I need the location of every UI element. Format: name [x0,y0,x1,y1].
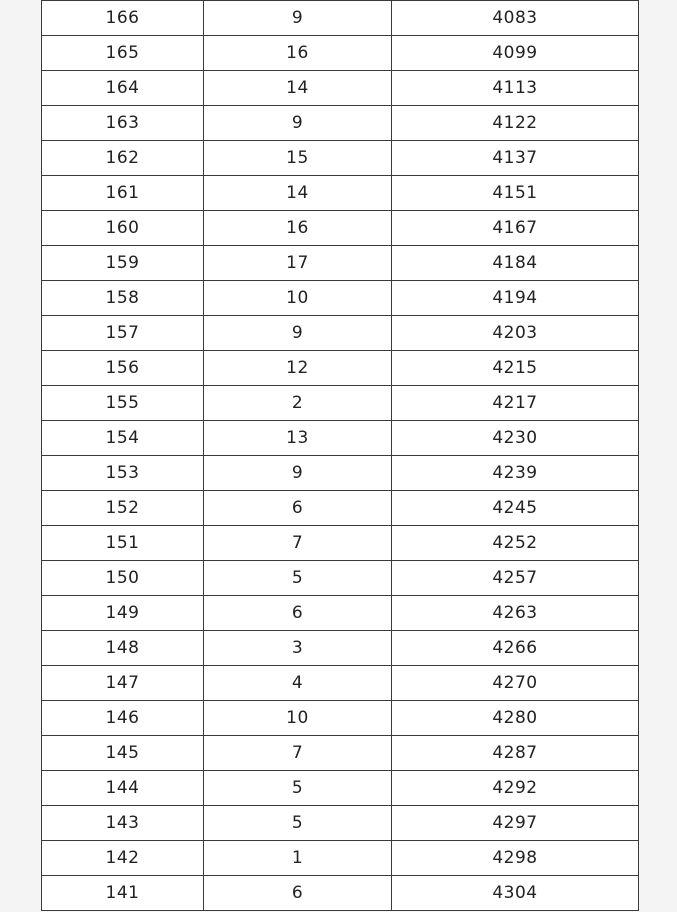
score-cell: 150 [42,561,204,596]
cumulative-cell: 4184 [392,246,639,281]
table-row [42,631,639,666]
table-row [42,806,639,841]
score-cell: 151 [42,526,204,561]
count-cell: 6 [204,491,392,526]
table-row [42,211,639,246]
count-cell: 7 [204,736,392,771]
count-cell: 17 [204,246,392,281]
score-cell: 141 [42,876,204,911]
table-row [42,36,639,71]
table-row [42,316,639,351]
score-cell: 161 [42,176,204,211]
score-cell: 146 [42,701,204,736]
count-cell: 16 [204,211,392,246]
count-cell: 13 [204,421,392,456]
table-row [42,526,639,561]
cumulative-cell: 4215 [392,351,639,386]
cumulative-cell: 4203 [392,316,639,351]
cumulative-cell: 4266 [392,631,639,666]
cumulative-cell: 4083 [392,1,639,36]
count-cell: 12 [204,351,392,386]
count-cell: 9 [204,316,392,351]
score-cell: 153 [42,456,204,491]
table-row [42,176,639,211]
count-cell: 1 [204,841,392,876]
score-cell: 144 [42,771,204,806]
score-cell: 159 [42,246,204,281]
count-cell: 9 [204,456,392,491]
count-cell: 7 [204,526,392,561]
score-cell: 165 [42,36,204,71]
count-cell: 6 [204,596,392,631]
table-row [42,841,639,876]
count-cell: 14 [204,176,392,211]
count-cell: 3 [204,631,392,666]
table-row [42,106,639,141]
score-cell: 157 [42,316,204,351]
cumulative-cell: 4230 [392,421,639,456]
count-cell: 10 [204,281,392,316]
score-cell: 164 [42,71,204,106]
cumulative-cell: 4167 [392,211,639,246]
score-cell: 143 [42,806,204,841]
cumulative-cell: 4137 [392,141,639,176]
table-row [42,561,639,596]
cumulative-cell: 4245 [392,491,639,526]
score-cell: 142 [42,841,204,876]
score-cell: 148 [42,631,204,666]
cumulative-cell: 4298 [392,841,639,876]
score-cell: 147 [42,666,204,701]
table-row [42,281,639,316]
cumulative-cell: 4239 [392,456,639,491]
score-cell: 152 [42,491,204,526]
table-row [42,736,639,771]
cumulative-cell: 4292 [392,771,639,806]
table-row [42,71,639,106]
count-cell: 5 [204,771,392,806]
table-row [42,351,639,386]
table-row [42,141,639,176]
score-cell: 155 [42,386,204,421]
table-row [42,386,639,421]
table-row [42,596,639,631]
table-row [42,701,639,736]
count-cell: 5 [204,806,392,841]
cumulative-cell: 4151 [392,176,639,211]
table-row [42,456,639,491]
score-cell: 156 [42,351,204,386]
count-cell: 4 [204,666,392,701]
count-cell: 5 [204,561,392,596]
count-cell: 2 [204,386,392,421]
score-cell: 160 [42,211,204,246]
table-row [42,491,639,526]
cumulative-cell: 4270 [392,666,639,701]
cumulative-cell: 4287 [392,736,639,771]
cumulative-cell: 4263 [392,596,639,631]
cumulative-cell: 4122 [392,106,639,141]
score-cell: 158 [42,281,204,316]
cumulative-cell: 4257 [392,561,639,596]
score-cell: 154 [42,421,204,456]
count-cell: 15 [204,141,392,176]
count-cell: 9 [204,1,392,36]
score-cell: 166 [42,1,204,36]
table-row [42,876,639,911]
cumulative-cell: 4297 [392,806,639,841]
cumulative-cell: 4099 [392,36,639,71]
count-cell: 16 [204,36,392,71]
table-body [42,1,639,911]
table-row [42,421,639,456]
cumulative-cell: 4304 [392,876,639,911]
count-cell: 9 [204,106,392,141]
score-cell: 149 [42,596,204,631]
count-cell: 10 [204,701,392,736]
score-table [41,0,639,911]
cumulative-cell: 4280 [392,701,639,736]
count-cell: 6 [204,876,392,911]
table-row [42,666,639,701]
score-cell: 162 [42,141,204,176]
cumulative-cell: 4252 [392,526,639,561]
cumulative-cell: 4194 [392,281,639,316]
cumulative-cell: 4217 [392,386,639,421]
cumulative-cell: 4113 [392,71,639,106]
score-cell: 163 [42,106,204,141]
table-row [42,246,639,281]
table-row [42,771,639,806]
table-row [42,1,639,36]
score-cell: 145 [42,736,204,771]
count-cell: 14 [204,71,392,106]
